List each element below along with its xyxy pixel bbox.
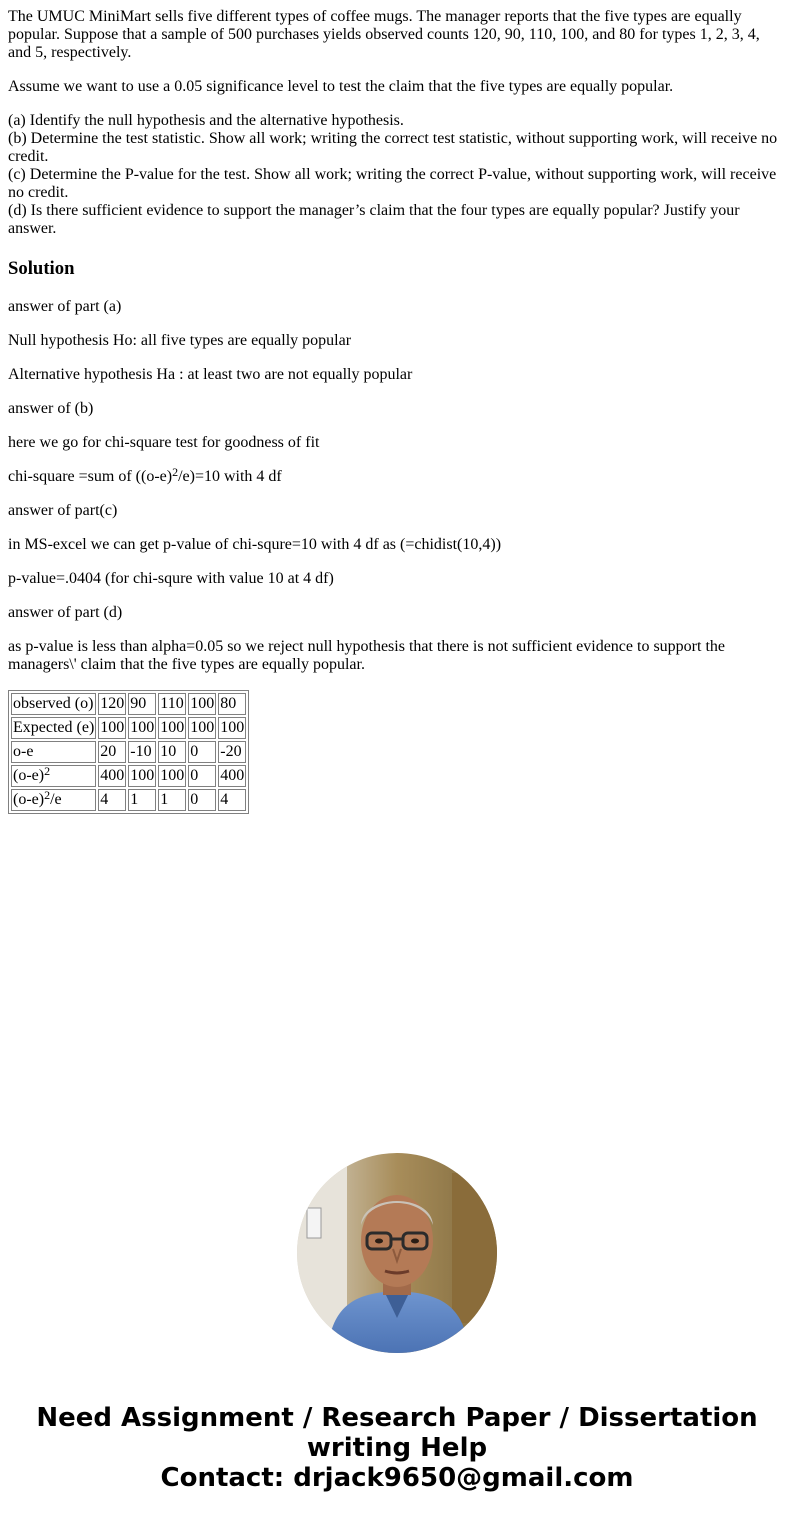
- answer-d-title: answer of part (d): [8, 604, 123, 621]
- question-significance: Assume we want to use a 0.05 significance level to test the claim that the five types are equally popular.: [8, 78, 674, 95]
- chi-formula-end: /e)=10 with 4 df: [178, 468, 282, 485]
- footer-contact: Contact: drjack9650@gmail.com: [160, 1463, 634, 1493]
- table-cell: 100: [128, 765, 156, 787]
- question-part-c: (c) Determine the P-value for the test. Show all work; writing the correct P-value, without supporting work, will receive no credit.: [8, 166, 777, 201]
- table-cell: 0: [188, 789, 216, 811]
- table-cell: -20: [218, 741, 246, 763]
- footer-banner: [0, 1403, 794, 1493]
- table-cell: 10: [158, 741, 186, 763]
- alternative-hypothesis: Alternative hypothesis Ha : at least two are not equally popular: [8, 366, 413, 383]
- table-cell: 90: [128, 693, 156, 715]
- null-hypothesis: Null hypothesis Ho: all five types are equally popular: [8, 332, 352, 349]
- table-cell: -10: [128, 741, 156, 763]
- row-label: $(o-e)^2$: [11, 765, 96, 787]
- row-label: $(o-e)^2/e$: [11, 789, 96, 811]
- row-label: Expected (e): [11, 717, 96, 739]
- author-photo: [297, 1153, 497, 1353]
- chi-formula-exponent: 2: [172, 465, 179, 479]
- test-method: here we go for chi-square test for goodness of fit: [8, 434, 320, 451]
- table-cell: 400: [218, 765, 246, 787]
- answer-a-title: answer of part (a): [8, 298, 122, 315]
- conclusion: as p-value is less than alpha=0.05 so we reject null hypothesis that there is not sufficient evidence to support the managers\' claim that the five types are equally popular.: [8, 638, 725, 673]
- p-value: p-value=.0404 (for chi-squre with value 10 at 4 df): [8, 570, 334, 587]
- table-cell: 80: [218, 693, 246, 715]
- question-part-b: (b) Determine the test statistic. Show all work; writing the correct test statistic, without supporting work, will receive no credit.: [8, 130, 778, 165]
- table-cell: 100: [128, 717, 156, 739]
- question-parts: [8, 112, 786, 238]
- table-cell: 1: [128, 789, 156, 811]
- document-body: [8, 8, 786, 814]
- table-row: [11, 789, 246, 811]
- row-label: o-e: [11, 741, 96, 763]
- table-cell: 4: [98, 789, 126, 811]
- table-cell: 100: [188, 717, 216, 739]
- table-row: [11, 765, 246, 787]
- chi-formula-start: chi-square =sum of ((o-e): [8, 468, 173, 485]
- chi-square-table: [8, 690, 249, 814]
- solution-heading: Solution: [8, 258, 75, 279]
- footer-line-2: writing Help: [306, 1433, 488, 1463]
- table-cell: 1: [158, 789, 186, 811]
- table-row: [11, 717, 246, 739]
- row-label: observed (o): [11, 693, 96, 715]
- table-cell: 100: [188, 693, 216, 715]
- table-cell: 100: [218, 717, 246, 739]
- table-row: [11, 741, 246, 763]
- footer-line-1: Need Assignment / Research Paper / Dissertation: [36, 1403, 758, 1433]
- table-cell: 0: [188, 765, 216, 787]
- table-cell: 100: [98, 717, 126, 739]
- question-part-d: (d) Is there sufficient evidence to support the manager’s claim that the four types are equally popular? Justify your answer.: [8, 202, 740, 237]
- table-cell: 4: [218, 789, 246, 811]
- table-cell: 120: [98, 693, 126, 715]
- table-cell: 400: [98, 765, 126, 787]
- table-cell: 100: [158, 717, 186, 739]
- table-cell: 100: [158, 765, 186, 787]
- table-row: [11, 693, 246, 715]
- answer-b-title: answer of (b): [8, 400, 94, 417]
- table-cell: 110: [158, 693, 186, 715]
- question-intro: The UMUC MiniMart sells five different types of coffee mugs. The manager reports that the five types are equally popular. Suppose that a sample of 500 purchases yields observed counts 120, 90, 110, 100, and 80 for types 1, 2, 3, 4, and 5, respectively.: [8, 8, 760, 61]
- table-cell: 0: [188, 741, 216, 763]
- answer-c-title: answer of part(c): [8, 502, 118, 519]
- chi-square-statistic: [8, 465, 786, 486]
- table-cell: 20: [98, 741, 126, 763]
- question-part-a: (a) Identify the null hypothesis and the alternative hypothesis.: [8, 112, 404, 129]
- excel-note: in MS-excel we can get p-value of chi-squre=10 with 4 df as (=chidist(10,4)): [8, 536, 502, 553]
